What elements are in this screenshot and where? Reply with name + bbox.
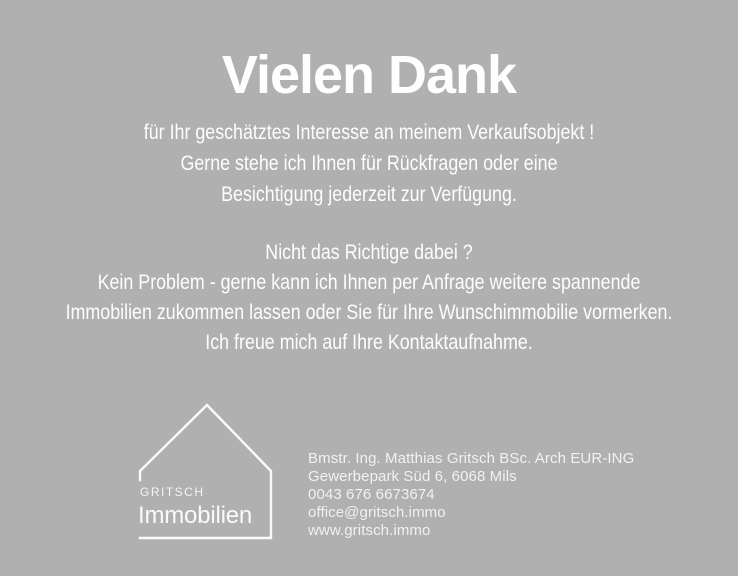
intro-paragraph xyxy=(0,117,738,210)
followup-line: Kein Problem - gerne kann ich Ihnen per Anfrage weitere spannende xyxy=(97,271,641,294)
contact-email: office@gritsch.immo xyxy=(308,504,446,521)
intro-line: Besichtigung jederzeit zur Verfügung. xyxy=(221,183,517,206)
contact-block xyxy=(308,450,634,540)
contact-name: Bmstr. Ing. Matthias Gritsch BSc. Arch EUR-ING xyxy=(308,450,635,467)
intro-line: für Ihr geschätztes Interesse an meinem Verkaufsobjekt ! xyxy=(143,121,595,144)
contact-phone: 0043 676 6673674 xyxy=(308,486,435,503)
followup-paragraph xyxy=(0,238,738,358)
followup-line: Immobilien zukommen lassen oder Sie für Ihre Wunschimmobilie vormerken. xyxy=(65,301,673,324)
contact-address: Gewerbepark Süd 6, 6068 Mils xyxy=(308,468,517,485)
followup-line: Nicht das Richtige dabei ? xyxy=(265,241,473,264)
logo-brand-bottom-label: Immobilien xyxy=(138,502,253,529)
page-title: Vielen Dank xyxy=(221,45,517,105)
logo-brand-top-label: GRITSCH xyxy=(140,485,205,499)
followup-line: Ich freue mich auf Ihre Kontaktaufnahme. xyxy=(205,331,533,354)
intro-line: Gerne stehe ich Ihnen für Rückfragen oder eine xyxy=(180,152,558,175)
contact-website: www.gritsch.immo xyxy=(308,522,431,539)
